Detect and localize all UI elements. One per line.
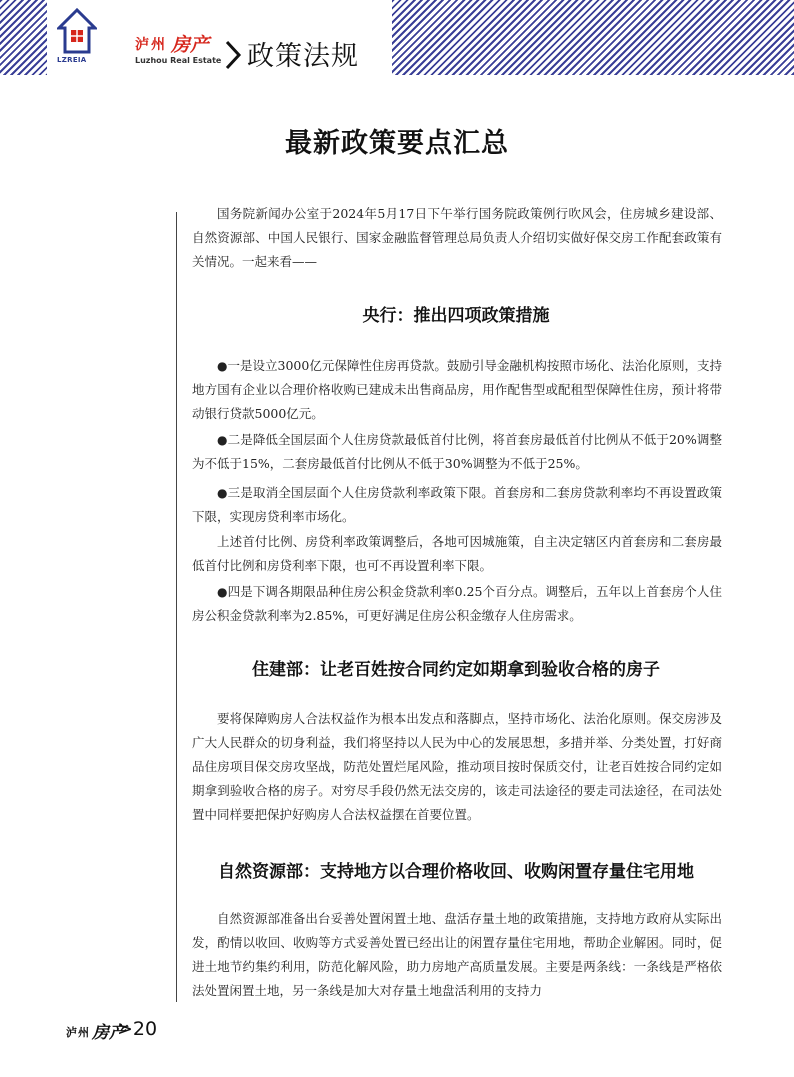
brand-english-name: Luzhou Real Estate bbox=[135, 56, 222, 65]
mohurd-paragraph: 要将保障购房人合法权益作为根本出发点和落脚点，坚持市场化、法治化原则。保交房涉及广大人民群众的切身利益，我们将坚持以人民为中心的发展思想，多措并举、分类处置，打好商品住房项目保交房攻坚战，防范处置烂尾风险，推动项目按时保质交付，让老百姓按合同约定如期拿到验收合格的房子。对穷尽手段仍然无法交房的，该走司法途径的要走司法途径，在司法处置中同样要把保护好购房人合法权益摆在首要位置。 bbox=[192, 711, 722, 822]
left-rule-divider bbox=[176, 212, 177, 1002]
pboc-adjustment-paragraph bbox=[192, 530, 722, 578]
chevron-right-icon bbox=[223, 38, 243, 72]
pboc-point-4-text: 四是下调各期限品种住房公积金贷款利率0.25个百分点。调整后，五年以上首套房个人住房公积金贷款利率为2.85%，可更好满足住房公积金缴存人住房需求。 bbox=[192, 584, 722, 623]
section-heading-mohurd: 住建部：让老百姓按合同约定如期拿到验收合格的房子 bbox=[252, 660, 660, 680]
article-title: 最新政策要点汇总 bbox=[285, 128, 509, 159]
logo-caption: LZREIA bbox=[57, 56, 87, 64]
pboc-point-1-text: 一是设立3000亿元保障性住房再贷款。鼓励引导金融机构按照市场化、法治化原则，支持地方国有企业以合理价格收购已建成未出售商品房，用作配售型或配租型保障性住房，预计将带动银行贷款5000亿元。 bbox=[192, 358, 722, 421]
bullet-marker: ● bbox=[217, 585, 228, 599]
section-name: 政策法规 bbox=[247, 41, 359, 72]
pboc-adjustment-text: 上述首付比例、房贷利率政策调整后，各地可因城施策，自主决定辖区内首套房和二套房最低首付比例和房贷利率下限，也可不再设置利率下限。 bbox=[192, 534, 722, 573]
pboc-point-3 bbox=[192, 481, 722, 529]
mnr-paragraph: 自然资源部准备出台妥善处置闲置土地、盘活存量土地的政策措施，支持地方政府从实际出发，酌情以收回、收购等方式妥善处置已经出让的闲置存量住宅用地，帮助企业解困。同时，促进土地节约集约利用，防范化解风险，助力房地产高质量发展。主要是两条线：一条线是严格依法处置闲置土地，另一条线是加大对存量土地盘活利用的支持力 bbox=[192, 911, 722, 998]
intro-paragraph: 国务院新闻办公室于2024年5月17日下午举行国务院政策例行吹风会，住房城乡建设部、自然资源部、中国人民银行、国家金融监督管理总局负责人介绍切实做好保交房工作配套政策有关情况。一起来看—— bbox=[192, 206, 722, 269]
bullet-marker: ● bbox=[217, 486, 228, 500]
footer-brand-city: 泸州 bbox=[66, 1026, 90, 1039]
pboc-point-3-text: 三是取消全国层面个人住房贷款利率政策下限。首套房和二套房贷款利率均不再设置政策下限，实现房贷利率市场化。 bbox=[192, 485, 722, 524]
pboc-point-1 bbox=[192, 354, 722, 426]
pboc-point-2 bbox=[192, 428, 722, 476]
bullet-marker: ● bbox=[217, 433, 228, 447]
page-number: >20 bbox=[117, 1018, 158, 1040]
house-logo-icon bbox=[57, 8, 97, 56]
pboc-point-2-text: 二是降低全国层面个人住房贷款最低首付比例，将首套房最低首付比例从不低于20%调整为不低于15%，二套房最低首付比例从不低于30%调整为不低于25%。 bbox=[192, 432, 722, 471]
section-heading-pboc: 央行：推出四项政策措施 bbox=[362, 306, 550, 326]
footer-brand-name: 房产 bbox=[92, 1023, 126, 1043]
header-panel bbox=[47, 0, 392, 75]
brand-city: 泸州 bbox=[135, 37, 167, 53]
brand-name: 房产 bbox=[171, 34, 210, 56]
header-hatch-right bbox=[392, 0, 794, 75]
bullet-marker: ● bbox=[217, 359, 228, 373]
header-hatch-left bbox=[0, 0, 47, 75]
pboc-point-4 bbox=[192, 580, 722, 628]
section-heading-mnr: 自然资源部：支持地方以合理价格收回、收购闲置存量住宅用地 bbox=[218, 862, 694, 882]
